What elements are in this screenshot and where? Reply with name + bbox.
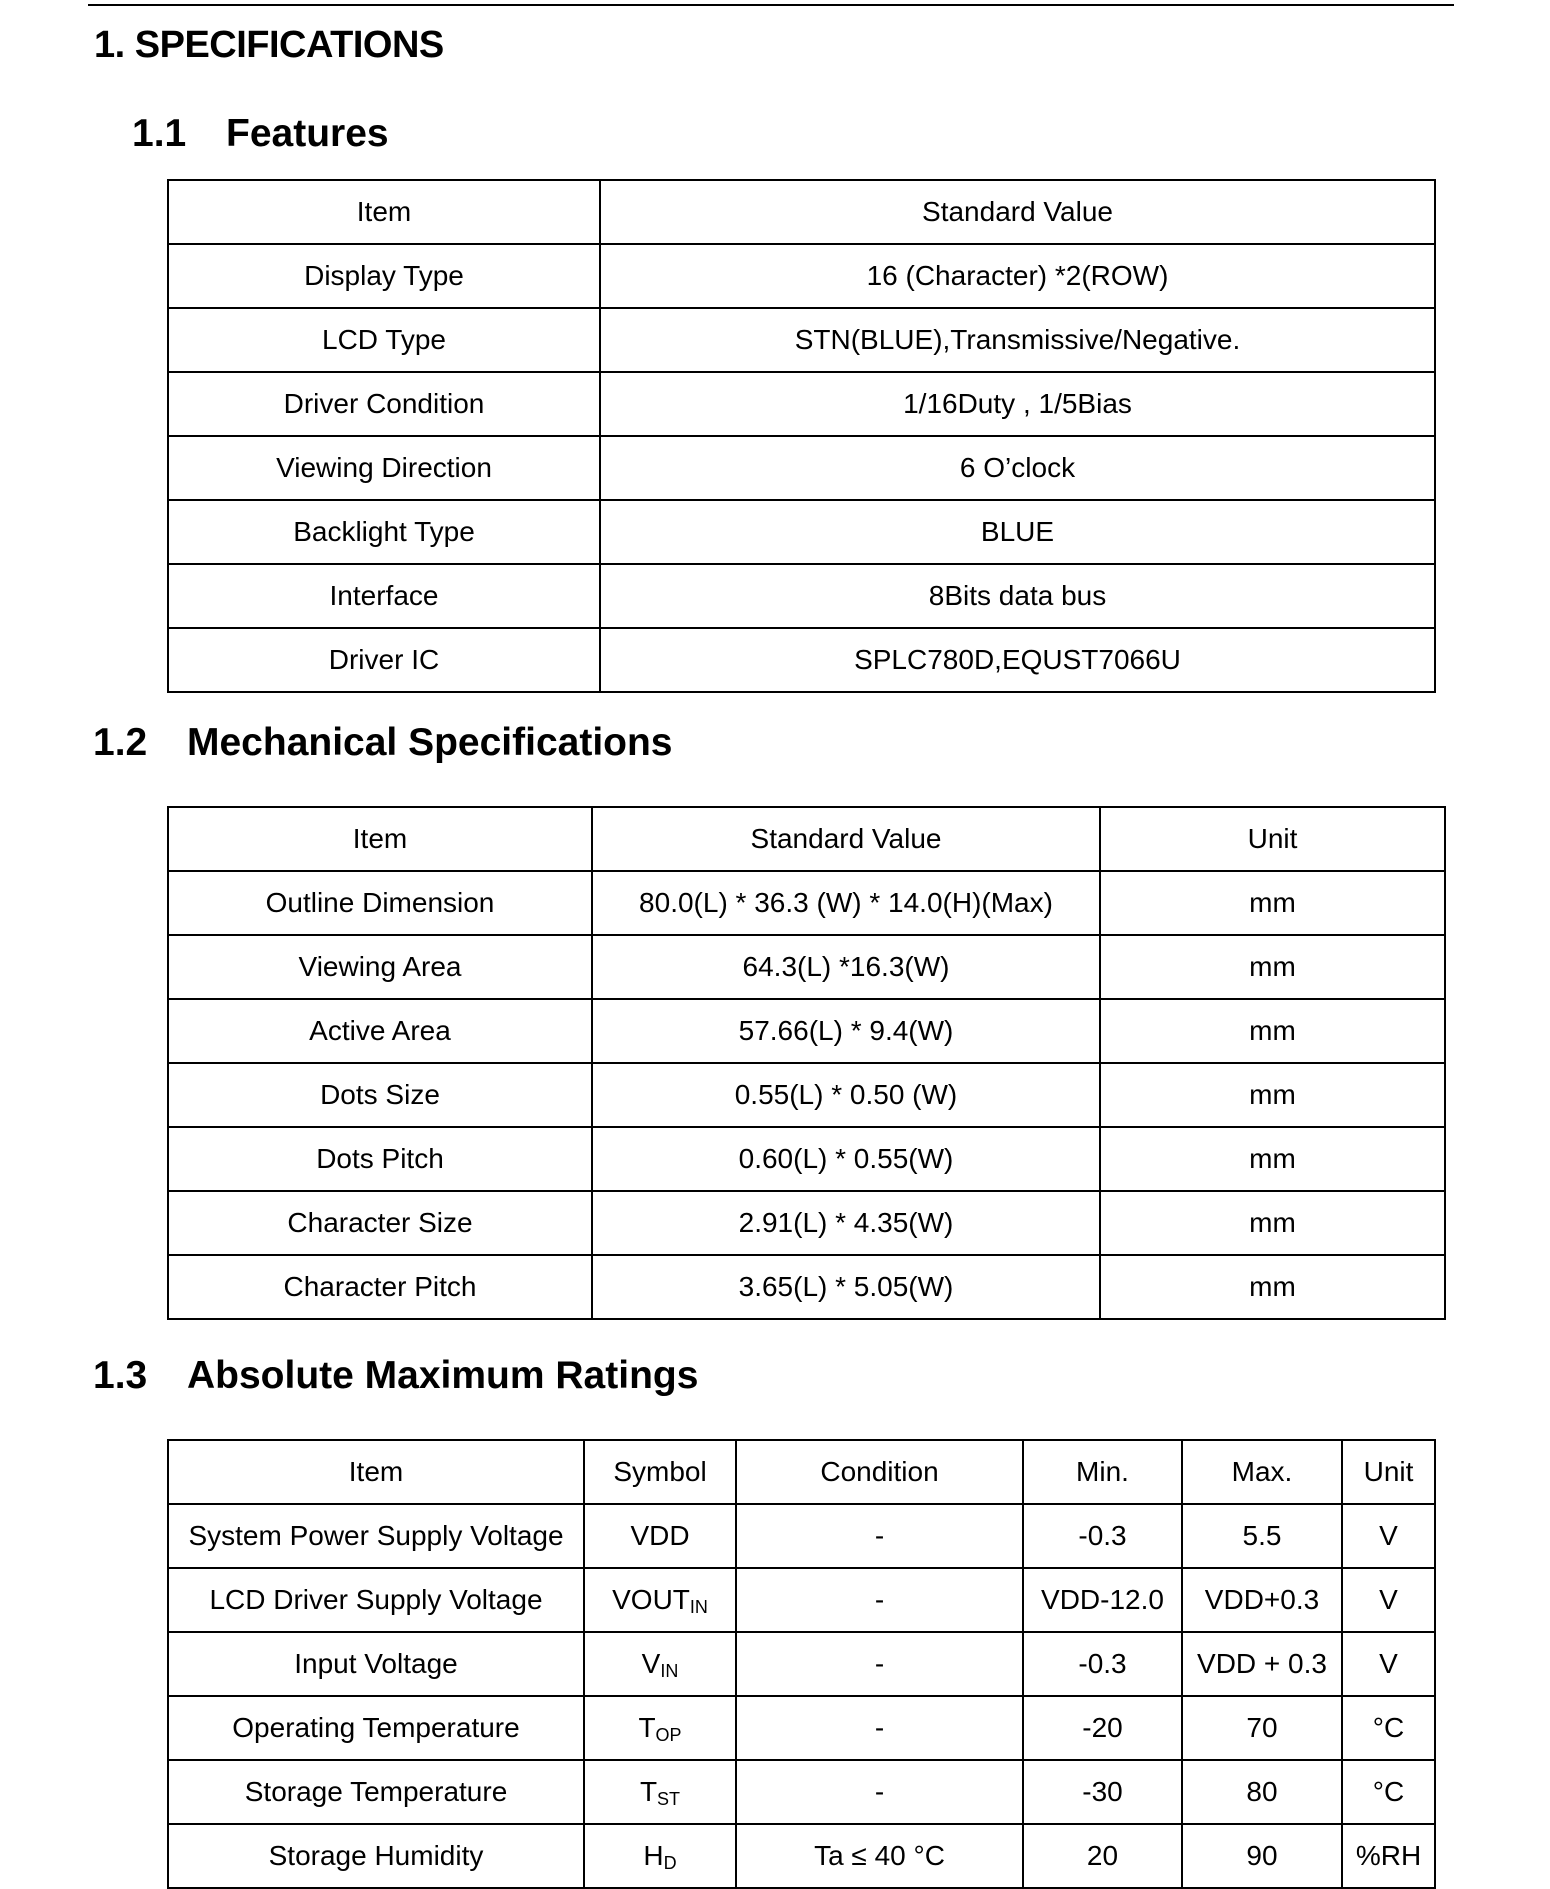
item-cell: System Power Supply Voltage xyxy=(168,1504,584,1568)
top-rule xyxy=(88,4,1454,6)
unit-cell: mm xyxy=(1100,935,1445,999)
max-cell: VDD + 0.3 xyxy=(1182,1632,1342,1696)
table-row xyxy=(168,564,1435,628)
item-cell: Driver Condition xyxy=(168,372,600,436)
symbol-main: V xyxy=(641,1648,661,1679)
table-row xyxy=(168,244,1435,308)
header-cell: Standard Value xyxy=(600,180,1435,244)
item-cell: Input Voltage xyxy=(168,1632,584,1696)
symbol-main: T xyxy=(638,1712,656,1743)
symbol-subscript: IN xyxy=(689,1597,708,1617)
value-cell: 64.3(L) *16.3(W) xyxy=(592,935,1100,999)
min-cell: -20 xyxy=(1023,1696,1182,1760)
unit-cell: °C xyxy=(1342,1760,1435,1824)
item-cell: Viewing Direction xyxy=(168,436,600,500)
min-cell: 20 xyxy=(1023,1824,1182,1888)
item-cell: Storage Temperature xyxy=(168,1760,584,1824)
symbol-subscript: OP xyxy=(655,1725,682,1745)
item-cell: Backlight Type xyxy=(168,500,600,564)
item-cell: Driver IC xyxy=(168,628,600,692)
symbol-cell xyxy=(584,1632,736,1696)
section-number: 1.3 xyxy=(93,1354,148,1397)
unit-cell: V xyxy=(1342,1632,1435,1696)
max-cell: VDD+0.3 xyxy=(1182,1568,1342,1632)
max-cell: 90 xyxy=(1182,1824,1342,1888)
value-cell: 1/16Duty , 1/5Bias xyxy=(600,372,1435,436)
table-row xyxy=(168,308,1435,372)
value-cell: 0.55(L) * 0.50 (W) xyxy=(592,1063,1100,1127)
unit-cell: V xyxy=(1342,1504,1435,1568)
section-number: 1.2 xyxy=(93,721,148,764)
symbol-cell xyxy=(584,1696,736,1760)
min-cell: VDD-12.0 xyxy=(1023,1568,1182,1632)
mechanical-table xyxy=(167,806,1446,1320)
features-table xyxy=(167,179,1436,693)
item-cell: LCD Driver Supply Voltage xyxy=(168,1568,584,1632)
min-cell: -30 xyxy=(1023,1760,1182,1824)
value-cell: SPLC780D,EQUST7066U xyxy=(600,628,1435,692)
header-cell: Max. xyxy=(1182,1440,1342,1504)
table-row xyxy=(168,935,1445,999)
table-row xyxy=(168,871,1445,935)
symbol-cell xyxy=(584,1568,736,1632)
symbol-subscript: IN xyxy=(660,1661,679,1681)
unit-cell: mm xyxy=(1100,1191,1445,1255)
table-header-row xyxy=(168,180,1435,244)
table-row xyxy=(168,1504,1435,1568)
min-cell: -0.3 xyxy=(1023,1504,1182,1568)
table-row xyxy=(168,436,1435,500)
table-row xyxy=(168,372,1435,436)
header-cell: Condition xyxy=(736,1440,1023,1504)
item-cell: Dots Pitch xyxy=(168,1127,592,1191)
section-heading-features xyxy=(132,112,389,156)
max-cell: 5.5 xyxy=(1182,1504,1342,1568)
item-cell: Active Area xyxy=(168,999,592,1063)
value-cell: 2.91(L) * 4.35(W) xyxy=(592,1191,1100,1255)
item-cell: Interface xyxy=(168,564,600,628)
table-row xyxy=(168,1632,1435,1696)
symbol-main: VOUT xyxy=(612,1584,690,1615)
unit-cell: V xyxy=(1342,1568,1435,1632)
header-cell: Item xyxy=(168,180,600,244)
value-cell: STN(BLUE),Transmissive/Negative. xyxy=(600,308,1435,372)
table-row xyxy=(168,1255,1445,1319)
table-row xyxy=(168,1568,1435,1632)
header-cell: Unit xyxy=(1100,807,1445,871)
value-cell: 16 (Character) *2(ROW) xyxy=(600,244,1435,308)
value-cell: 80.0(L) * 36.3 (W) * 14.0(H)(Max) xyxy=(592,871,1100,935)
table-row xyxy=(168,1696,1435,1760)
table-row xyxy=(168,1063,1445,1127)
item-cell: Outline Dimension xyxy=(168,871,592,935)
min-cell: -0.3 xyxy=(1023,1632,1182,1696)
header-cell: Standard Value xyxy=(592,807,1100,871)
section-title: Absolute Maximum Ratings xyxy=(187,1354,699,1397)
condition-cell: - xyxy=(736,1632,1023,1696)
unit-cell: mm xyxy=(1100,1255,1445,1319)
item-cell: Display Type xyxy=(168,244,600,308)
unit-cell: mm xyxy=(1100,1063,1445,1127)
value-cell: BLUE xyxy=(600,500,1435,564)
header-cell: Unit xyxy=(1342,1440,1435,1504)
item-cell: Operating Temperature xyxy=(168,1696,584,1760)
value-cell: 0.60(L) * 0.55(W) xyxy=(592,1127,1100,1191)
table-row xyxy=(168,1191,1445,1255)
symbol-cell xyxy=(584,1824,736,1888)
unit-cell: %RH xyxy=(1342,1824,1435,1888)
condition-cell: - xyxy=(736,1760,1023,1824)
item-cell: Storage Humidity xyxy=(168,1824,584,1888)
item-cell: LCD Type xyxy=(168,308,600,372)
value-cell: 57.66(L) * 9.4(W) xyxy=(592,999,1100,1063)
item-cell: Character Pitch xyxy=(168,1255,592,1319)
item-cell: Dots Size xyxy=(168,1063,592,1127)
value-cell: 6 O’clock xyxy=(600,436,1435,500)
symbol-cell xyxy=(584,1504,736,1568)
unit-cell: mm xyxy=(1100,999,1445,1063)
page-title: 1. SPECIFICATIONS xyxy=(94,24,444,66)
symbol-subscript: D xyxy=(663,1853,677,1873)
max-cell: 70 xyxy=(1182,1696,1342,1760)
table-row xyxy=(168,1127,1445,1191)
header-cell: Symbol xyxy=(584,1440,736,1504)
section-number: 1.1 xyxy=(132,112,187,155)
table-header-row xyxy=(168,807,1445,871)
symbol-cell xyxy=(584,1760,736,1824)
table-row xyxy=(168,500,1435,564)
item-cell: Viewing Area xyxy=(168,935,592,999)
unit-cell: mm xyxy=(1100,871,1445,935)
symbol-main: T xyxy=(639,1776,658,1807)
table-row xyxy=(168,999,1445,1063)
header-cell: Min. xyxy=(1023,1440,1182,1504)
symbol-main: H xyxy=(643,1840,664,1871)
table-row xyxy=(168,1760,1435,1824)
table-header-row xyxy=(168,1440,1435,1504)
condition-cell: - xyxy=(736,1504,1023,1568)
condition-cell: Ta ≤ 40 °C xyxy=(736,1824,1023,1888)
symbol-main: VDD xyxy=(630,1520,690,1551)
section-heading-mechanical xyxy=(93,721,673,765)
symbol-subscript: ST xyxy=(657,1789,681,1809)
unit-cell: °C xyxy=(1342,1696,1435,1760)
section-title: Features xyxy=(226,112,389,155)
value-cell: 8Bits data bus xyxy=(600,564,1435,628)
table-row xyxy=(168,1824,1435,1888)
header-cell: Item xyxy=(168,1440,584,1504)
table-row xyxy=(168,628,1435,692)
section-title: Mechanical Specifications xyxy=(187,721,673,764)
unit-cell: mm xyxy=(1100,1127,1445,1191)
condition-cell: - xyxy=(736,1568,1023,1632)
value-cell: 3.65(L) * 5.05(W) xyxy=(592,1255,1100,1319)
max-cell: 80 xyxy=(1182,1760,1342,1824)
header-cell: Item xyxy=(168,807,592,871)
section-heading-ratings xyxy=(93,1354,698,1398)
condition-cell: - xyxy=(736,1696,1023,1760)
ratings-table xyxy=(167,1439,1436,1889)
item-cell: Character Size xyxy=(168,1191,592,1255)
